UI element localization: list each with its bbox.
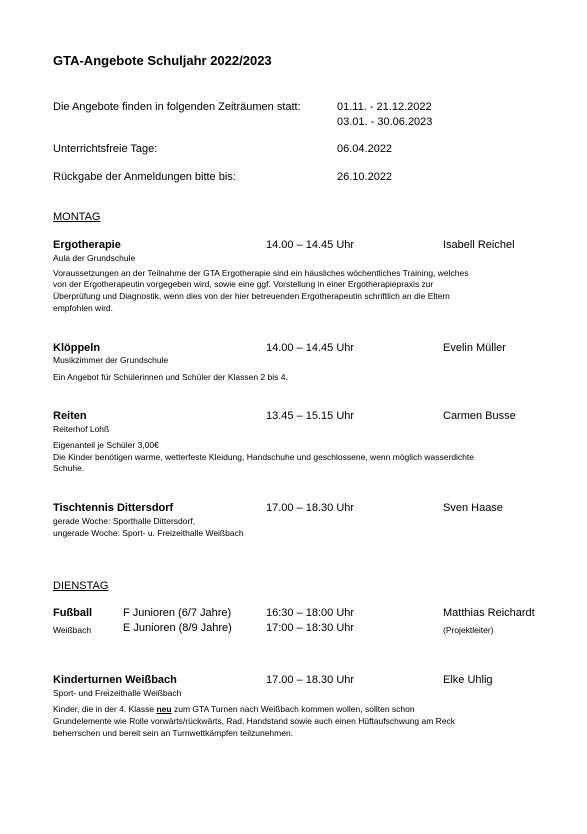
course-location-kinderturnen: Sport- und Freizeithalle Weißbach [53, 688, 182, 698]
course-location-fussball: Weißbach [53, 625, 92, 635]
course-location-kloeppeln: Musikzimmer der Grundschule [53, 355, 169, 365]
course-text-kinderturnen-3: beherrschen und bereit sein an Turnwettkämpfen teilzunehmen. [53, 728, 294, 738]
course-time-fussball-1: 16:30 – 18:00 Uhr [266, 607, 355, 619]
course-name-tischtennis: Tischtennis Dittersdorf [53, 502, 174, 514]
emphasis-neu: neu [156, 704, 172, 714]
course-teacher-tischtennis: Sven Haase [443, 502, 503, 514]
course-name-fussball: Fußball [53, 607, 93, 619]
course-name-kinderturnen: Kinderturnen Weißbach [53, 674, 177, 686]
course-name-ergotherapie: Ergotherapie [53, 239, 121, 251]
course-teacher-reiten: Carmen Busse [443, 410, 516, 422]
page-title: GTA-Angebote Schuljahr 2022/2023 [53, 53, 272, 68]
course-group-fussball-1: F Junioren (6/7 Jahre) [123, 607, 232, 619]
rueckgabe-value: 26.10.2022 [337, 171, 393, 183]
course-teacher-fussball: Matthias Reichardt [443, 607, 535, 619]
heading-dienstag: DIENSTAG [53, 580, 109, 592]
zeitraum-label: Die Angebote finden in folgenden Zeiträumen statt: [53, 101, 301, 113]
course-text-ergotherapie-3: Überprüfung und Diagnostik, wenn dies von der hier betreuenden Ergotherapeutin schriftlich an die Eltern [53, 291, 450, 301]
heading-montag: MONTAG [53, 211, 101, 223]
course-teacher-ergotherapie: Isabell Reichel [443, 239, 515, 251]
course-location-reiten: Reiterhof Lohß [53, 424, 110, 434]
course-time-fussball-2: 17:00 – 18:30 Uhr [266, 622, 355, 634]
course-text-kinderturnen-2: Grundelemente wie Rolle vorwärts/rückwärts, Rad, Handstand sowie auch einen Hüftaufschwung am Reck [53, 716, 456, 726]
course-text-kinderturnen-1 [53, 704, 415, 714]
text-segment: zum GTA Turnen nach Weißbach kommen wollen, sollten schon [171, 704, 415, 714]
course-teacher-kloeppeln: Evelin Müller [443, 342, 506, 354]
course-text-reiten-2: Die Kinder benötigen warme, wetterfeste Kleidung, Handschuhe und geschlossene, wenn möglich wasserdichte [53, 452, 474, 462]
course-time-ergotherapie: 14.00 – 14.45 Uhr [266, 239, 355, 251]
course-text-reiten-1: Eigenanteil je Schüler 3,00€ [53, 440, 159, 450]
course-location-tischtennis-2: ungerade Woche: Sport- u. Freizeithalle Weißbach [53, 528, 244, 538]
course-group-fussball-2: E Junioren (8/9 Jahre) [123, 622, 232, 634]
text-segment: Kinder, die in der 4. Klasse [53, 704, 157, 714]
course-text-ergotherapie-2: von der Ergotherapeutin vorgegeben wird, sowie eine ggf. Vorstellung in einer Ergotherapiepraxis zur [53, 279, 434, 289]
course-time-tischtennis: 17.00 – 18.30 Uhr [266, 502, 355, 514]
course-teacher-kinderturnen: Elke Uhlig [443, 674, 493, 686]
frei-value: 06.04.2022 [337, 143, 393, 155]
zeitraum-1: 01.11. - 21.12.2022 [337, 101, 432, 113]
rueckgabe-label: Rückgabe der Anmeldungen bitte bis: [53, 171, 236, 183]
course-text-kloeppeln-1: Ein Angebot für Schülerinnen und Schüler der Klassen 2 bis 4. [53, 372, 288, 382]
frei-label: Unterrichtsfreie Tage: [53, 143, 158, 155]
course-text-ergotherapie-1: Voraussetzungen an der Teilnahme der GTA Ergotherapie sind ein häusliches wöchentliches Training, welches [53, 268, 469, 278]
course-location-ergotherapie: Aula der Grundschule [53, 253, 136, 263]
course-time-kinderturnen: 17.00 – 18.30 Uhr [266, 674, 355, 686]
course-text-ergotherapie-4: empfohlen wird. [53, 303, 114, 313]
course-time-kloeppeln: 14.00 – 14.45 Uhr [266, 342, 355, 354]
course-time-reiten: 13.45 – 15.15 Uhr [266, 410, 355, 422]
course-teacher-role-fussball: (Projektleiter) [443, 625, 494, 635]
zeitraum-2: 03.01. - 30.06.2023 [337, 116, 433, 128]
course-name-reiten: Reiten [53, 410, 87, 422]
course-text-reiten-3: Schuhe. [53, 463, 85, 473]
course-name-kloeppeln: Klöppeln [53, 342, 101, 354]
course-location-tischtennis-1: gerade Woche: Sporthalle Dittersdorf, [53, 516, 196, 526]
